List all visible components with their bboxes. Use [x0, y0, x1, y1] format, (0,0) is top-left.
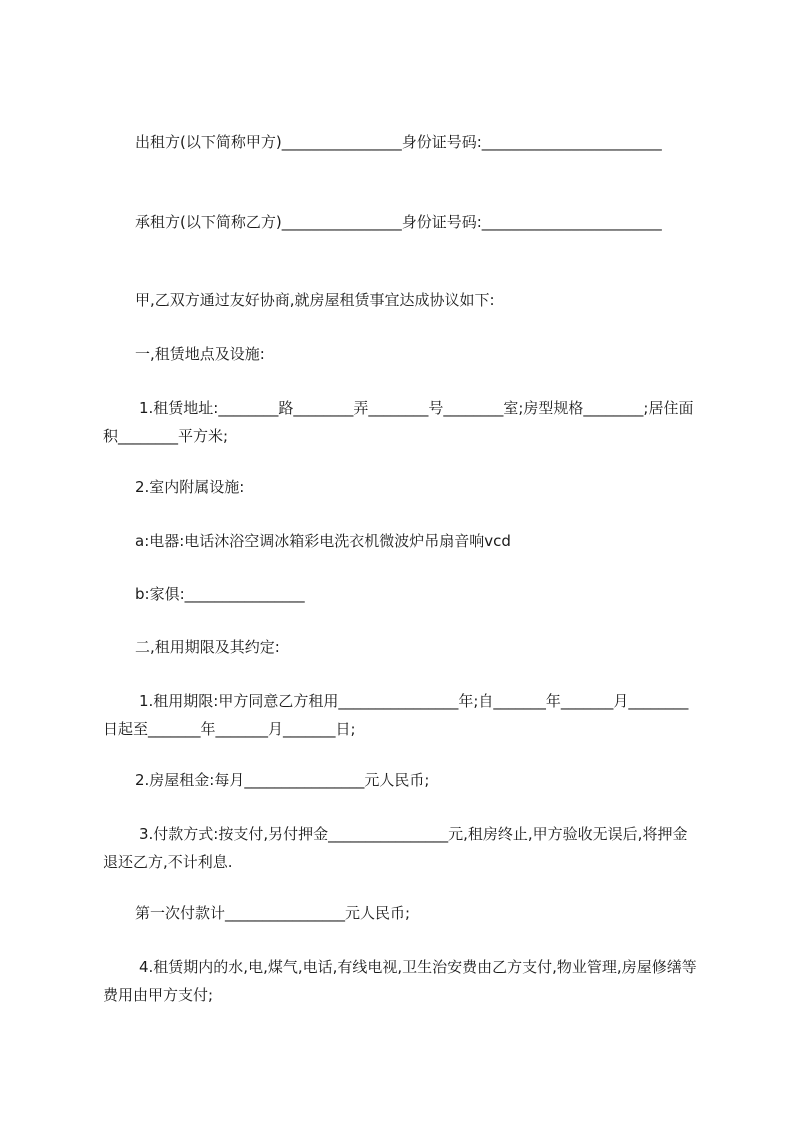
lease-term-clause: 1.租用期限:甲方同意乙方租用________________年;自_______年_______月________日起至_______年_______月_______日; — [103, 692, 689, 738]
payment-method-clause: 3.付款方式:按支付,另付押金________________元,租房终止,甲方验收无误后,将押金退还乙方,不计利息. — [103, 825, 688, 871]
facilities-heading: 2.室内附属设施: — [135, 478, 245, 496]
agreement-intro: 甲,乙双方通过友好协商,就房屋租赁事宜达成协议如下: — [135, 291, 495, 309]
lessor-line: 出租方(以下简称甲方)________________身份证号码:________________________ — [135, 133, 662, 151]
lessee-line: 承租方(以下简称乙方)________________身份证号码:________________________ — [135, 213, 662, 231]
first-payment-line: 第一次付款计________________元人民币; — [135, 904, 411, 922]
rent-clause: 2.房屋租金:每月________________元人民币; — [135, 771, 430, 789]
section-2-heading: 二,租用期限及其约定: — [135, 638, 280, 656]
rental-address-clause: 1.租赁地址:________路________弄________号________室;房型规格________;居住面积________平方米; — [103, 399, 694, 445]
appliances-line: a:电器:电话沐浴空调冰箱彩电洗衣机微波炉吊扇音响vcd — [135, 532, 511, 550]
section-1-heading: 一,租赁地点及设施: — [135, 345, 265, 363]
furniture-line: b:家俱:________________ — [135, 585, 305, 603]
utilities-clause: 4.租赁期内的水,电,煤气,电话,有线电视,卫生治安费由乙方支付,物业管理,房屋修缮等费用由甲方支付; — [103, 958, 697, 1004]
